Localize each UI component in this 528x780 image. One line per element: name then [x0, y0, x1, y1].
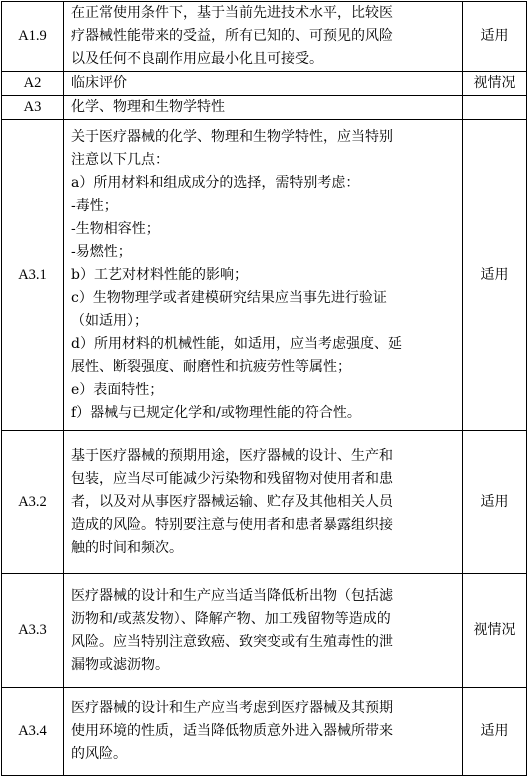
clause-line: -毒性； [71, 197, 118, 214]
clause-text [64, 574, 463, 688]
clause-line: -生物相容性； [71, 220, 160, 237]
clause-line: a）所用材料和组成成分的选择，需特别考虑： [71, 174, 360, 191]
applicability-status: 视情况 [463, 574, 527, 688]
clause-text [64, 120, 463, 431]
clause-line: 医疗器械的设计和生产应当考虑到医疗器械及其预期 [71, 700, 393, 716]
clause-code: A3 [2, 96, 64, 120]
table-row [2, 2, 527, 72]
clause-line: 注意以下几点： [71, 151, 169, 168]
clause-code: A3.3 [2, 574, 64, 688]
clause-line: 关于医疗器械的化学、物理和生物学特性，应当特别 [71, 128, 393, 145]
clause-text [64, 96, 463, 120]
clause-code: A1.9 [2, 2, 64, 72]
clause-text [64, 2, 463, 72]
table-row [2, 431, 527, 574]
applicability-status: 视情况 [463, 72, 527, 96]
clause-line: 包装，应当尽可能减少污染物和残留物对使用者和患 [71, 470, 393, 487]
table-row [2, 72, 527, 96]
clause-line: f）器械与已规定化学和/或物理性能的符合性。 [71, 404, 361, 421]
clause-code: A2 [2, 72, 64, 96]
applicability-status: 适用 [463, 688, 527, 776]
clause-line: 基于医疗器械的预期用途，医疗器械的设计、生产和 [71, 447, 393, 464]
clause-line: 使用环境的性质，适当降低物质意外进入器械所带来 [71, 723, 393, 739]
clause-line: 风险。应当特别注意致癌、致突变或有生殖毒性的泄 [71, 633, 393, 650]
clause-line: 沥物和/或蒸发物）、降解产物、加工残留物等造成的 [71, 610, 391, 627]
clause-text [64, 72, 463, 96]
clause-line: 疗器械性能带来的受益，所有已知的、可预见的风险 [71, 28, 393, 44]
clause-text [64, 431, 463, 574]
clause-line: 以及任何不良副作用应最小化且可接受。 [71, 51, 323, 67]
clause-line: 医疗器械的设计和生产应当适当降低析出物（包括滤 [71, 587, 393, 604]
table-row [2, 120, 527, 431]
applicability-status [463, 96, 527, 120]
clause-line: 展性、断裂强度、耐磨性和抗疲劳性等属性； [71, 358, 351, 375]
applicability-status: 适用 [463, 431, 527, 574]
table-row [2, 688, 527, 776]
clause-line: 的风险。 [71, 746, 127, 762]
clause-line: 者，以及对从事医疗器械运输、贮存及其他相关人员 [71, 493, 393, 510]
requirements-table-body [2, 2, 527, 776]
clause-line: 触的时间和频次。 [71, 539, 183, 556]
applicability-status: 适用 [463, 120, 527, 431]
clause-line: c）生物物理学或者建模研究结果应当事先进行验证 [71, 289, 387, 306]
clause-line: 造成的风险。特别要注意与使用者和患者暴露组织接 [71, 516, 393, 533]
clause-code: A3.1 [2, 120, 64, 431]
clause-line: 漏物或滤沥物。 [71, 656, 169, 673]
clause-line: -易燃性； [71, 243, 132, 260]
clause-code: A3.2 [2, 431, 64, 574]
applicability-status: 适用 [463, 2, 527, 72]
clause-text [64, 688, 463, 776]
clause-code: A3.4 [2, 688, 64, 776]
clause-line: 临床评价 [71, 75, 127, 91]
clause-line: d）所用材料的机械性能，如适用，应当考虑强度、延 [71, 335, 402, 352]
table-row [2, 574, 527, 688]
clause-line: 化学、物理和生物学特性 [71, 99, 225, 115]
table-row [2, 96, 527, 120]
clause-line: 在正常使用条件下，基于当前先进技术水平，比较医 [71, 5, 393, 21]
requirements-table [1, 1, 527, 776]
clause-line: e）表面特性； [71, 381, 164, 398]
clause-line: b）工艺对材料性能的影响； [71, 266, 248, 283]
clause-line: （如适用）； [71, 312, 148, 329]
